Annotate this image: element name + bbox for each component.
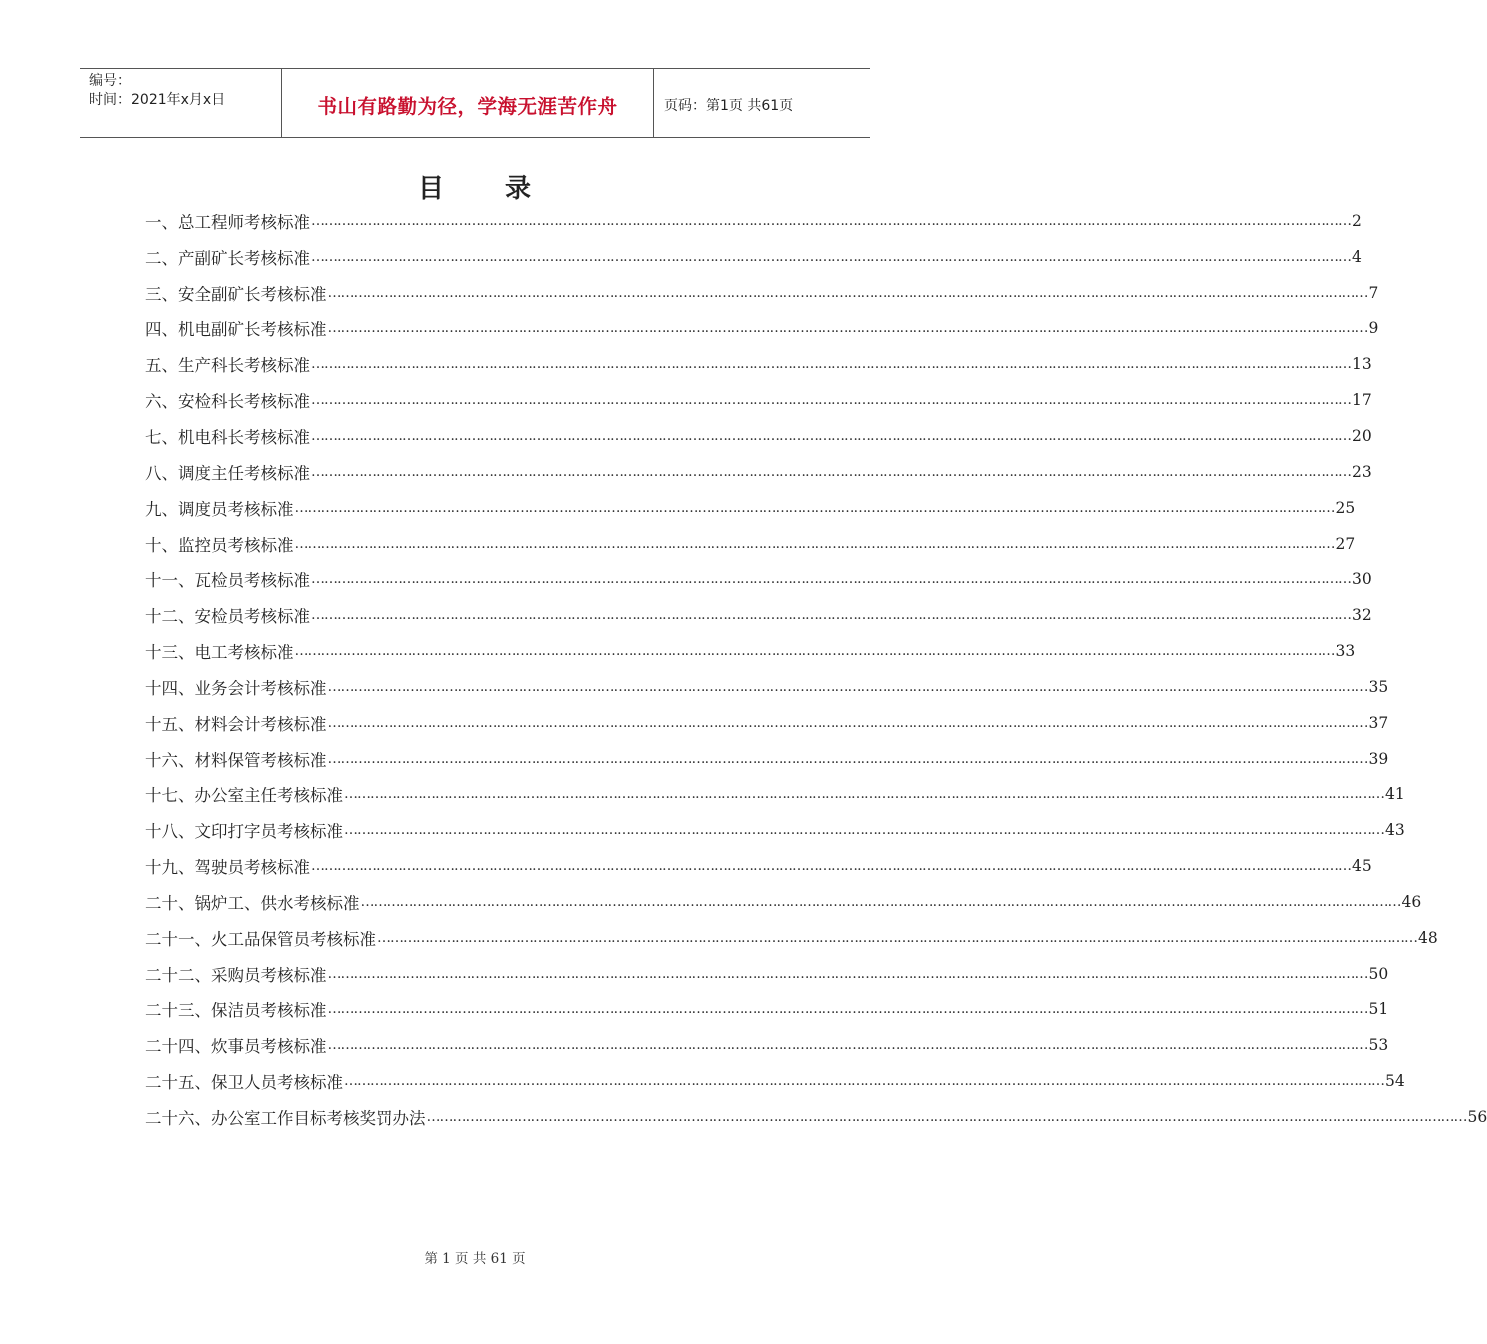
toc-entry[interactable]	[145, 346, 1372, 382]
toc-entry-label: 二十一、火工品保管员考核标准	[145, 929, 376, 949]
toc-entry[interactable]	[145, 812, 1405, 848]
toc-entry[interactable]	[145, 454, 1372, 490]
toc-entry-label: 十四、业务会计考核标准	[145, 678, 327, 698]
toc-leader-dots: ……………………………………………………………………………………………………………………………………………………………………………………………………………………	[294, 499, 1335, 516]
toc-entry[interactable]	[145, 1063, 1405, 1099]
toc-entry-page: 30	[1352, 570, 1372, 589]
toc-leader-dots: ……………………………………………………………………………………………………………………………………………………………………………………………………………………	[311, 607, 1351, 624]
toc-leader-dots: ……………………………………………………………………………………………………………………………………………………………………………………………………………………	[311, 571, 1351, 588]
number-label: 编号：	[89, 73, 131, 89]
toc-entry-page: 17	[1352, 391, 1372, 410]
toc-entry-label: 七、机电科长考核标准	[145, 427, 310, 447]
toc-entry-label: 十、监控员考核标准	[145, 535, 294, 555]
toc-entry-page: 45	[1352, 857, 1372, 876]
toc-entry[interactable]	[145, 382, 1372, 418]
toc-entry[interactable]	[145, 526, 1356, 562]
toc-entry-page: 27	[1335, 534, 1356, 553]
toc-entry[interactable]	[145, 848, 1372, 884]
toc-entry-page: 20	[1352, 426, 1372, 445]
toc-leader-dots: ……………………………………………………………………………………………………………………………………………………………………………………………………………………	[294, 535, 1335, 552]
toc-entry-label: 八、调度主任考核标准	[145, 463, 310, 483]
toc-entry-page: 51	[1368, 1000, 1389, 1019]
toc-entry[interactable]	[145, 561, 1372, 597]
toc-leader-dots: ……………………………………………………………………………………………………………………………………………………………………………………………………………………	[377, 929, 1417, 946]
toc-entry-label: 六、安检科长考核标准	[145, 392, 310, 412]
toc-leader-dots: ……………………………………………………………………………………………………………………………………………………………………………………………………………………	[360, 893, 1401, 910]
toc-entry-label: 十九、驾驶员考核标准	[145, 858, 310, 878]
toc-entry-label: 十三、电工考核标准	[145, 643, 294, 663]
toc-entry[interactable]	[145, 311, 1379, 347]
toc-entry[interactable]	[145, 705, 1389, 741]
toc-entry-label: 二十三、保洁员考核标准	[145, 1001, 327, 1021]
toc-leader-dots: ……………………………………………………………………………………………………………………………………………………………………………………………………………………	[294, 643, 1335, 660]
toc-leader-dots: ……………………………………………………………………………………………………………………………………………………………………………………………………………………	[327, 678, 1368, 695]
toc-entry-page: 46	[1401, 892, 1422, 911]
toc-entry[interactable]	[145, 633, 1356, 669]
toc-entry-label: 三、安全副矿长考核标准	[145, 284, 327, 304]
toc-entry[interactable]	[145, 203, 1362, 239]
toc-entry[interactable]	[145, 490, 1356, 526]
toc-entry-label: 一、总工程师考核标准	[145, 212, 310, 232]
toc-title-part1: 目	[417, 174, 445, 204]
toc-entry[interactable]	[145, 884, 1422, 920]
toc-entry-page: 32	[1352, 606, 1372, 625]
page-footer: 第 1 页 共 61 页	[424, 1251, 526, 1267]
toc-entry-label: 二十二、采购员考核标准	[145, 965, 327, 985]
toc-leader-dots: ……………………………………………………………………………………………………………………………………………………………………………………………………………………	[311, 463, 1351, 480]
toc-list	[145, 203, 1487, 1135]
toc-leader-dots: ……………………………………………………………………………………………………………………………………………………………………………………………………………………	[311, 212, 1351, 229]
toc-entry-label: 二十四、炊事员考核标准	[145, 1037, 327, 1057]
toc-entry-page: 54	[1385, 1072, 1405, 1091]
toc-entry[interactable]	[145, 418, 1372, 454]
toc-entry[interactable]	[145, 239, 1362, 275]
toc-leader-dots: ……………………………………………………………………………………………………………………………………………………………………………………………………………………	[344, 822, 1384, 839]
toc-entry-page: 23	[1352, 462, 1372, 481]
toc-entry-page: 9	[1368, 319, 1379, 338]
header-page-info: 页码：第1页 共61页	[664, 97, 794, 114]
toc-entry[interactable]	[145, 741, 1389, 777]
toc-entry-page: 39	[1368, 749, 1389, 768]
toc-entry-page: 41	[1385, 785, 1405, 804]
toc-leader-dots: ……………………………………………………………………………………………………………………………………………………………………………………………………………………	[327, 750, 1368, 767]
toc-entry-page: 50	[1368, 964, 1389, 983]
toc-entry-label: 二、产副矿长考核标准	[145, 248, 310, 268]
header-motto: 书山有路勤为径，学海无涯苦作舟	[282, 69, 654, 137]
toc-leader-dots: ……………………………………………………………………………………………………………………………………………………………………………………………………………………	[327, 1001, 1368, 1018]
toc-entry-page: 7	[1368, 283, 1379, 302]
toc-leader-dots: ……………………………………………………………………………………………………………………………………………………………………………………………………………………	[344, 1073, 1384, 1090]
toc-leader-dots: ……………………………………………………………………………………………………………………………………………………………………………………………………………………	[311, 858, 1351, 875]
toc-entry-page: 37	[1368, 713, 1389, 732]
toc-entry[interactable]	[145, 275, 1379, 311]
toc-entry-page: 33	[1335, 642, 1356, 661]
toc-entry[interactable]	[145, 1099, 1487, 1135]
toc-entry[interactable]	[145, 777, 1405, 813]
toc-entry-page: 43	[1385, 821, 1405, 840]
toc-entry-label: 十七、办公室主任考核标准	[145, 786, 343, 806]
toc-entry-label: 十二、安检员考核标准	[145, 607, 310, 627]
toc-entry[interactable]	[145, 1027, 1389, 1063]
toc-entry-page: 35	[1368, 677, 1389, 696]
toc-entry-label: 十八、文印打字员考核标准	[145, 822, 343, 842]
toc-leader-dots: ……………………………………………………………………………………………………………………………………………………………………………………………………………………	[311, 248, 1351, 265]
toc-entry-page: 48	[1418, 928, 1438, 947]
toc-entry-page: 2	[1352, 211, 1362, 230]
toc-entry-label: 二十、锅炉工、供水考核标准	[145, 893, 360, 913]
toc-entry[interactable]	[145, 956, 1389, 992]
toc-entry-label: 九、调度员考核标准	[145, 499, 294, 519]
toc-leader-dots: ……………………………………………………………………………………………………………………………………………………………………………………………………………………	[327, 284, 1368, 301]
toc-title	[0, 168, 950, 205]
toc-leader-dots: ……………………………………………………………………………………………………………………………………………………………………………………………………………………	[327, 714, 1368, 731]
toc-entry[interactable]	[145, 669, 1389, 705]
toc-title-part2: 录	[505, 174, 533, 204]
toc-entry-label: 十六、材料保管考核标准	[145, 750, 327, 770]
page-header	[80, 68, 870, 138]
toc-leader-dots: ……………………………………………………………………………………………………………………………………………………………………………………………………………………	[426, 1109, 1467, 1126]
toc-entry[interactable]	[145, 597, 1372, 633]
toc-entry-page: 25	[1335, 498, 1356, 517]
time-label: 时间：2021年x月x日	[89, 92, 226, 108]
toc-leader-dots: ……………………………………………………………………………………………………………………………………………………………………………………………………………………	[311, 392, 1351, 409]
toc-leader-dots: ……………………………………………………………………………………………………………………………………………………………………………………………………………………	[344, 786, 1384, 803]
toc-leader-dots: ……………………………………………………………………………………………………………………………………………………………………………………………………………………	[311, 427, 1351, 444]
toc-entry-page: 53	[1368, 1036, 1389, 1055]
toc-entry-label: 四、机电副矿长考核标准	[145, 320, 327, 340]
toc-entry-label: 五、生产科长考核标准	[145, 356, 310, 376]
toc-entry-label: 二十五、保卫人员考核标准	[145, 1073, 343, 1093]
toc-entry[interactable]	[145, 992, 1389, 1028]
toc-leader-dots: ……………………………………………………………………………………………………………………………………………………………………………………………………………………	[327, 320, 1368, 337]
toc-entry-page: 13	[1352, 355, 1372, 374]
toc-entry-page: 4	[1352, 247, 1362, 266]
toc-leader-dots: ……………………………………………………………………………………………………………………………………………………………………………………………………………………	[311, 356, 1351, 373]
toc-leader-dots: ……………………………………………………………………………………………………………………………………………………………………………………………………………………	[327, 1037, 1368, 1054]
toc-entry-label: 二十六、办公室工作目标考核奖罚办法	[145, 1109, 426, 1129]
toc-entry-page: 56	[1467, 1108, 1487, 1127]
toc-entry[interactable]	[145, 920, 1438, 956]
toc-leader-dots: ……………………………………………………………………………………………………………………………………………………………………………………………………………………	[327, 965, 1368, 982]
toc-entry-label: 十一、瓦检员考核标准	[145, 571, 310, 591]
header-meta	[80, 69, 282, 137]
toc-entry-label: 十五、材料会计考核标准	[145, 714, 327, 734]
